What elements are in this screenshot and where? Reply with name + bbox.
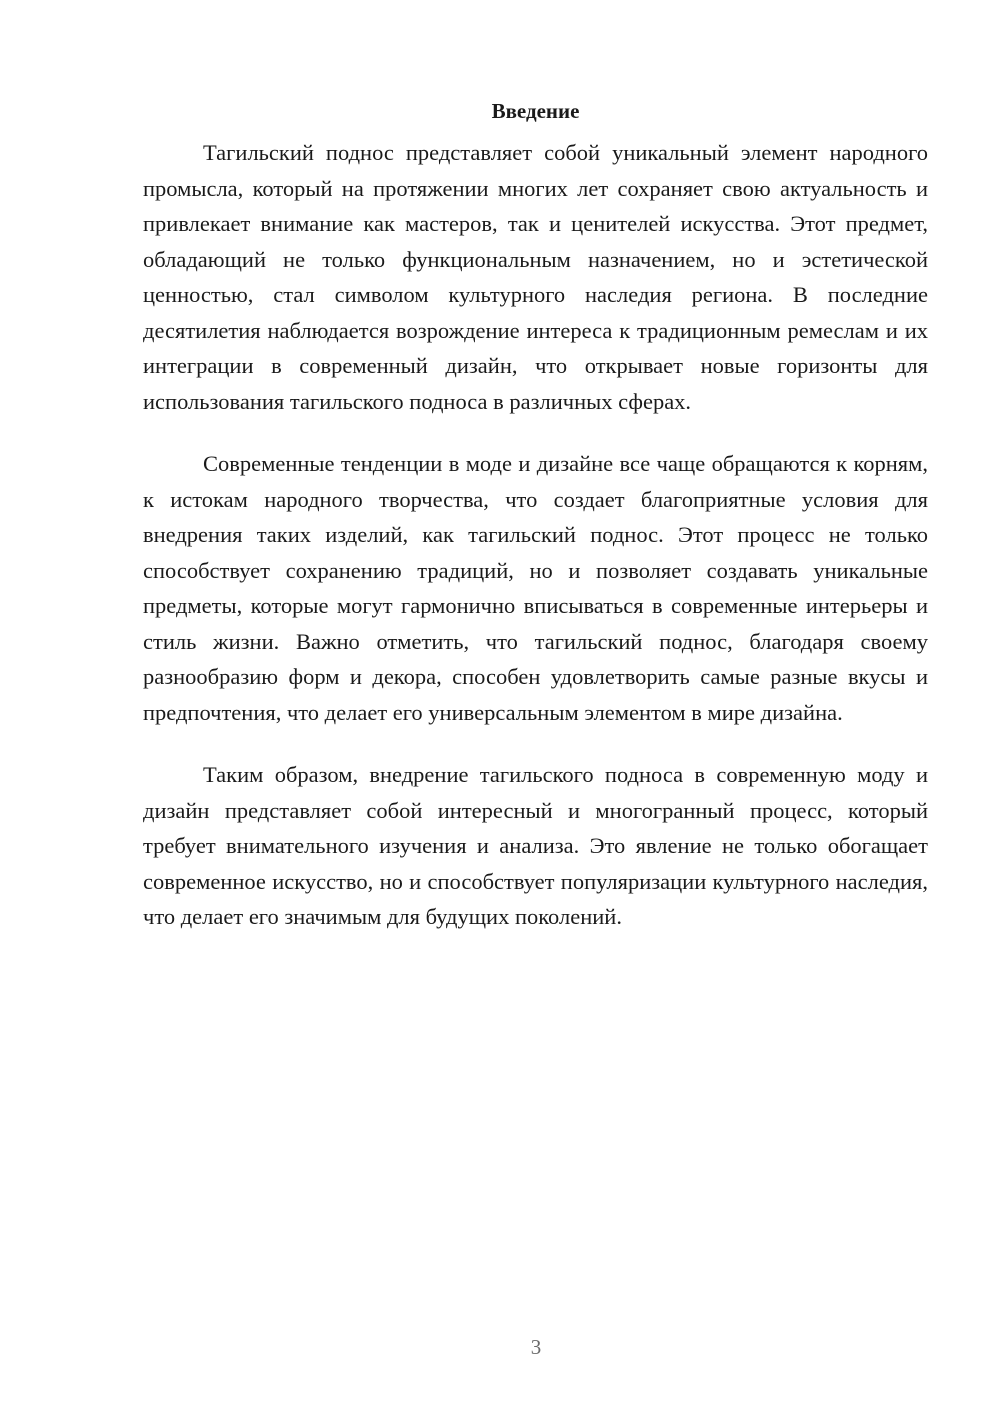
- paragraph-conclusion: Таким образом, внедрение тагильского подноса в современную моду и дизайн представляет собой интересный и многогранный процесс, который требует внимательного изучения и анализа. Это явление не только обогащает современное искусство, но и способствует популяризации культурного наследия, что делает его значимым для будущих поколений.: [143, 762, 928, 929]
- paragraph-intro: Тагильский поднос представляет собой уникальный элемент народного промысла, который на протяжении многих лет сохраняет свою актуальность и привлекает внимание как мастеров, так и ценителей искусства. Этот предмет, обладающий не только функциональным назначением, но и эстетической ценностью, стал символом культурного наследия региона. В последние десятилетия наблюдается возрождение интереса к традиционным ремеслам и их интеграции в современный дизайн, что открывает новые горизонты для использования тагильского подноса в различных сферах.: [143, 140, 928, 414]
- page-number: 3: [530, 1335, 542, 1359]
- section-title: Введение: [491, 99, 580, 123]
- paragraph-trends: Современные тенденции в моде и дизайне все чаще обращаются к корням, к истокам народного творчества, что создает благоприятные условия для внедрения таких изделий, как тагильский поднос. Этот процесс не только способствует сохранению традиций, но и позволяет создавать уникальные предметы, которые могут гармонично вписываться в современные интерьеры и стиль жизни. Важно отметить, что тагильский поднос, благодаря своему разнообразию форм и декора, способен удовлетворить самые разные вкусы и предпочтения, что делает его универсальным элементом в мире дизайна.: [143, 451, 928, 725]
- page-content: [143, 94, 928, 962]
